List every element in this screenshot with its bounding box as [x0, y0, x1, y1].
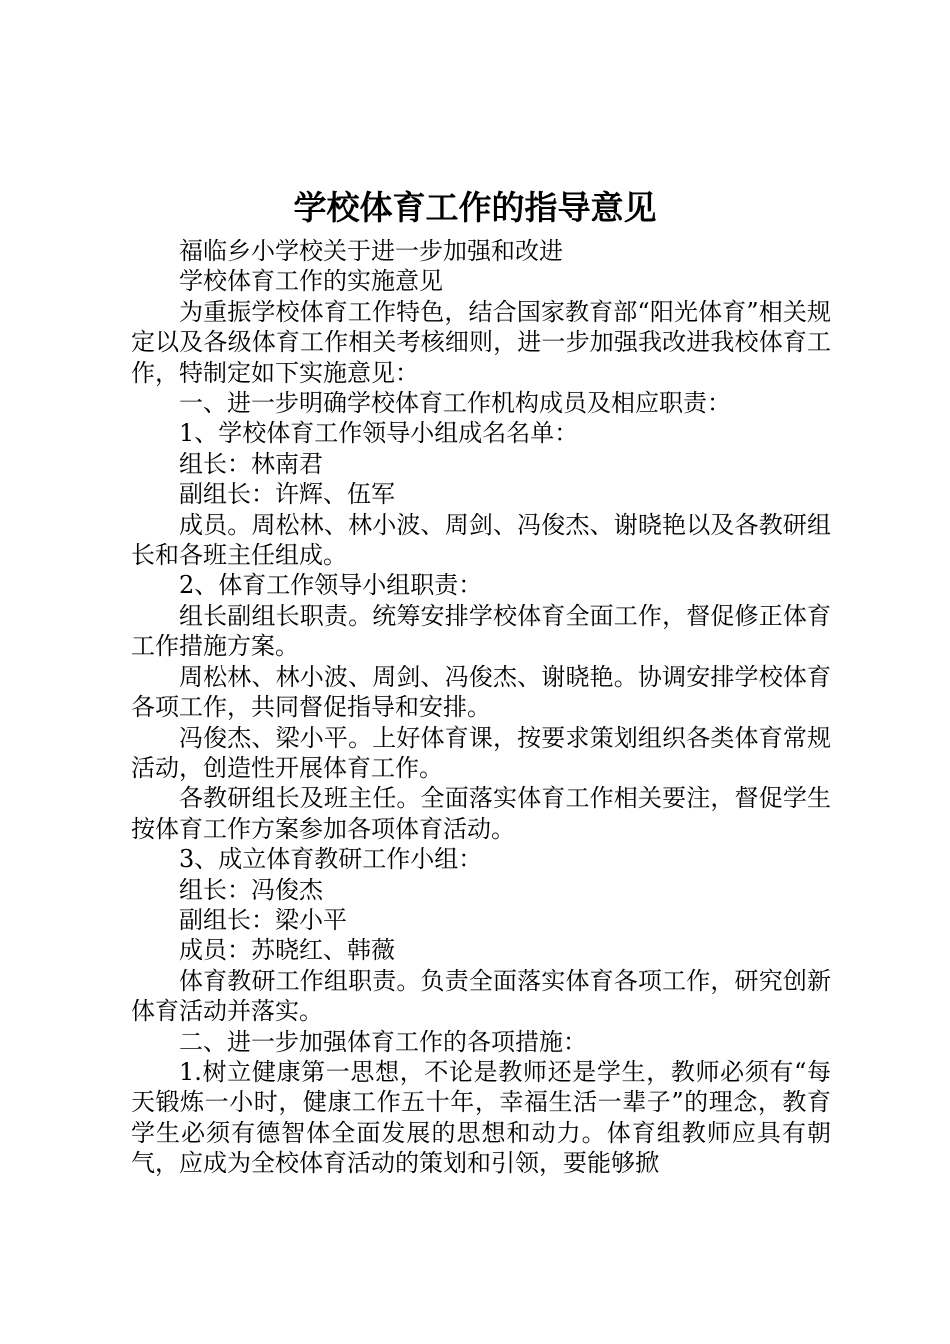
paragraph-subtitle-line-2: 学校体育工作的实施意见	[179, 267, 443, 296]
paragraph-research-leader: 组长：冯俊杰	[179, 875, 323, 904]
paragraph-subtitle-line-1: 福临乡小学校关于进一步加强和改进	[179, 237, 563, 265]
subsection-heading-2: 2、体育工作领导小组职责：	[179, 571, 483, 600]
subsection-heading-1: 1、学校体育工作领导小组成名名单：	[179, 419, 579, 448]
paragraph-teacher-duties: 冯俊杰、梁小平。上好体育课，按要求策划组织各类体育常规活动，创造性开展体育工作。	[131, 723, 831, 782]
paragraph-measure-1: 1.树立健康第一思想，不论是教师还是学生，教师必须有“每天锻炼一小时，健康工作五十年，幸福生活一辈子”的理念，教育学生必须有德智体全面发展的思想和动力。体育组教师应具有朝气，应成为全校体育活动的策划和引领，要能够掀	[131, 1057, 831, 1178]
paragraph-leader-duties: 组长副组长职责。统筹安排学校体育全面工作，督促修正体育工作措施方案。	[131, 601, 831, 661]
paragraph-research-duties: 体育教研工作组职责。负责全面落实体育各项工作，研究创新体育活动并落实。	[131, 966, 831, 1026]
section-heading-1: 一、进一步明确学校体育工作机构成员及相应职责：	[179, 389, 731, 418]
paragraph-group-leader: 组长：林南君	[179, 449, 323, 478]
paragraph-research-deputy: 副组长：梁小平	[179, 905, 347, 934]
paragraph-research-members: 成员：苏晓红、韩薇	[179, 936, 395, 965]
section-heading-2: 二、进一步加强体育工作的各项措施：	[179, 1027, 587, 1056]
paragraph-intro: 为重振学校体育工作特色，结合国家教育部“阳光体育”相关规定以及各级体育工作相关考核细则，进一步加强我改进我校体育工作，特制定如下实施意见：	[131, 297, 831, 387]
paragraph-deputy-leader: 副组长：许辉、伍军	[179, 480, 395, 509]
document-title: 学校体育工作的指导意见	[293, 188, 657, 227]
paragraph-coordinator-duties: 周松林、林小波、周剑、冯俊杰、谢晓艳。协调安排学校体育各项工作，共同督促指导和安排。	[131, 662, 831, 722]
paragraph-members: 成员。周松林、林小波、周剑、冯俊杰、谢晓艳以及各教研组长和各班主任组成。	[131, 510, 831, 570]
subsection-heading-3: 3、成立体育教研工作小组：	[179, 845, 483, 874]
paragraph-class-head-duties: 各教研组长及班主任。全面落实体育工作相关要注，督促学生按体育工作方案参加各项体育活动。	[131, 784, 831, 843]
document-body	[131, 236, 831, 1179]
